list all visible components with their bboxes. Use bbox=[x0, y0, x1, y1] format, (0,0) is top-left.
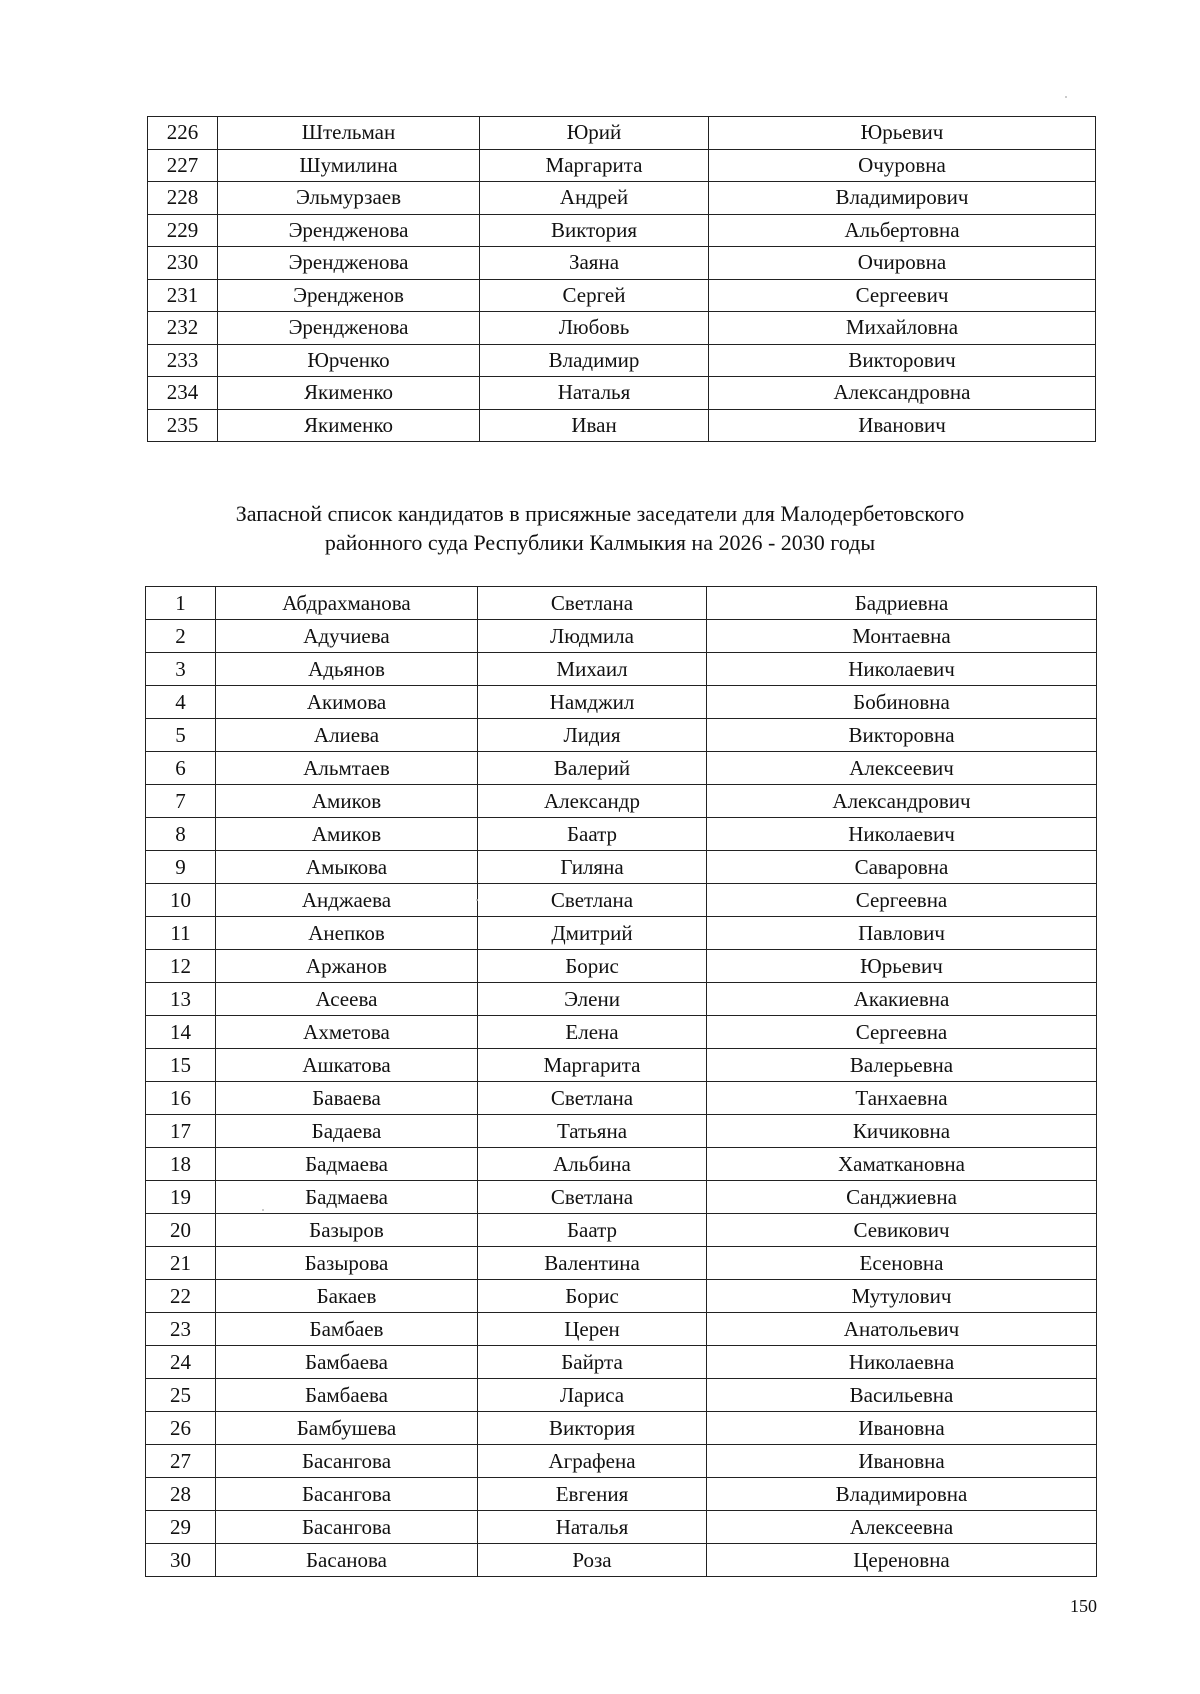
first-name-cell: Валентина bbox=[478, 1247, 707, 1280]
first-name-cell: Валерий bbox=[478, 752, 707, 785]
patronymic-cell: Викторовна bbox=[707, 719, 1097, 752]
patronymic-cell: Очуровна bbox=[709, 149, 1096, 182]
row-number-cell: 232 bbox=[148, 312, 218, 345]
scan-speck bbox=[262, 1209, 264, 1211]
last-name-cell: Басангова bbox=[216, 1478, 478, 1511]
last-name-cell: Анепков bbox=[216, 917, 478, 950]
table-row bbox=[146, 653, 1097, 686]
patronymic-cell: Бобиновна bbox=[707, 686, 1097, 719]
table-row bbox=[146, 1544, 1097, 1577]
row-number-cell: 12 bbox=[146, 950, 216, 983]
row-number-cell: 20 bbox=[146, 1214, 216, 1247]
last-name-cell: Бадмаева bbox=[216, 1181, 478, 1214]
table-row bbox=[146, 1181, 1097, 1214]
row-number-cell: 23 bbox=[146, 1313, 216, 1346]
row-number-cell: 234 bbox=[148, 377, 218, 410]
first-name-cell: Елена bbox=[478, 1016, 707, 1049]
row-number-cell: 5 bbox=[146, 719, 216, 752]
patronymic-cell: Есеновна bbox=[707, 1247, 1097, 1280]
first-name-cell: Байрта bbox=[478, 1346, 707, 1379]
patronymic-cell: Хаматкановна bbox=[707, 1148, 1097, 1181]
row-number-cell: 17 bbox=[146, 1115, 216, 1148]
patronymic-cell: Ивановна bbox=[707, 1445, 1097, 1478]
row-number-cell: 16 bbox=[146, 1082, 216, 1115]
last-name-cell: Бамбаева bbox=[216, 1346, 478, 1379]
reserve-heading-line-2: районного суда Республики Калмыкия на 2026 - 2030 годы bbox=[324, 529, 876, 555]
table-row bbox=[146, 1115, 1097, 1148]
first-name-cell: Наталья bbox=[480, 377, 709, 410]
last-name-cell: Эрендженов bbox=[218, 279, 480, 312]
table-row bbox=[148, 182, 1096, 215]
first-name-cell: Элени bbox=[478, 983, 707, 1016]
patronymic-cell: Цереновна bbox=[707, 1544, 1097, 1577]
patronymic-cell: Ивановна bbox=[707, 1412, 1097, 1445]
first-name-cell: Аграфена bbox=[478, 1445, 707, 1478]
last-name-cell: Адьянов bbox=[216, 653, 478, 686]
last-name-cell: Амиков bbox=[216, 785, 478, 818]
patronymic-cell: Саваровна bbox=[707, 851, 1097, 884]
last-name-cell: Якименко bbox=[218, 409, 480, 442]
last-name-cell: Баваева bbox=[216, 1082, 478, 1115]
first-name-cell: Лидия bbox=[478, 719, 707, 752]
row-number-cell: 3 bbox=[146, 653, 216, 686]
last-name-cell: Якименко bbox=[218, 377, 480, 410]
patronymic-cell: Павлович bbox=[707, 917, 1097, 950]
table-row bbox=[146, 587, 1097, 620]
table-row bbox=[146, 752, 1097, 785]
patronymic-cell: Танхаевна bbox=[707, 1082, 1097, 1115]
row-number-cell: 30 bbox=[146, 1544, 216, 1577]
row-number-cell: 7 bbox=[146, 785, 216, 818]
first-name-cell: Светлана bbox=[478, 1082, 707, 1115]
first-name-cell: Сергей bbox=[480, 279, 709, 312]
first-name-cell: Виктория bbox=[478, 1412, 707, 1445]
table-row bbox=[146, 1313, 1097, 1346]
table-row bbox=[146, 884, 1097, 917]
patronymic-cell: Александровна bbox=[709, 377, 1096, 410]
patronymic-cell: Севикович bbox=[707, 1214, 1097, 1247]
first-name-cell: Гиляна bbox=[478, 851, 707, 884]
row-number-cell: 13 bbox=[146, 983, 216, 1016]
patronymic-cell: Монтаевна bbox=[707, 620, 1097, 653]
first-name-cell: Светлана bbox=[478, 587, 707, 620]
first-name-cell: Светлана bbox=[478, 884, 707, 917]
first-name-cell: Дмитрий bbox=[478, 917, 707, 950]
row-number-cell: 235 bbox=[148, 409, 218, 442]
table-row bbox=[148, 409, 1096, 442]
last-name-cell: Бамбаев bbox=[216, 1313, 478, 1346]
table-row bbox=[146, 950, 1097, 983]
reserve-list-heading bbox=[150, 500, 1050, 557]
table-row bbox=[146, 1280, 1097, 1313]
candidate-table-reserve bbox=[145, 586, 1097, 1577]
patronymic-cell: Очировна bbox=[709, 247, 1096, 280]
patronymic-cell: Владимирович bbox=[709, 182, 1096, 215]
last-name-cell: Базырова bbox=[216, 1247, 478, 1280]
last-name-cell: Альмтаев bbox=[216, 752, 478, 785]
table-row bbox=[148, 149, 1096, 182]
last-name-cell: Базыров bbox=[216, 1214, 478, 1247]
row-number-cell: 230 bbox=[148, 247, 218, 280]
patronymic-cell: Мутулович bbox=[707, 1280, 1097, 1313]
last-name-cell: Шумилина bbox=[218, 149, 480, 182]
last-name-cell: Бакаев bbox=[216, 1280, 478, 1313]
table-row bbox=[148, 214, 1096, 247]
patronymic-cell: Михайловна bbox=[709, 312, 1096, 345]
first-name-cell: Любовь bbox=[480, 312, 709, 345]
row-number-cell: 227 bbox=[148, 149, 218, 182]
last-name-cell: Алиева bbox=[216, 719, 478, 752]
patronymic-cell: Кичиковна bbox=[707, 1115, 1097, 1148]
table-row bbox=[148, 344, 1096, 377]
first-name-cell: Юрий bbox=[480, 117, 709, 150]
table-row bbox=[146, 686, 1097, 719]
last-name-cell: Эрендженова bbox=[218, 214, 480, 247]
last-name-cell: Адучиева bbox=[216, 620, 478, 653]
row-number-cell: 26 bbox=[146, 1412, 216, 1445]
table-row bbox=[146, 1445, 1097, 1478]
table-row bbox=[146, 1016, 1097, 1049]
row-number-cell: 25 bbox=[146, 1379, 216, 1412]
last-name-cell: Бамбаева bbox=[216, 1379, 478, 1412]
row-number-cell: 231 bbox=[148, 279, 218, 312]
last-name-cell: Бамбушева bbox=[216, 1412, 478, 1445]
last-name-cell: Асеева bbox=[216, 983, 478, 1016]
table-row bbox=[146, 1511, 1097, 1544]
row-number-cell: 14 bbox=[146, 1016, 216, 1049]
row-number-cell: 11 bbox=[146, 917, 216, 950]
row-number-cell: 27 bbox=[146, 1445, 216, 1478]
reserve-heading-line-1: Запасной список кандидатов в присяжные заседатели для Малодербетовского bbox=[235, 501, 965, 526]
patronymic-cell: Васильевна bbox=[707, 1379, 1097, 1412]
first-name-cell: Баатр bbox=[478, 818, 707, 851]
last-name-cell: Бадмаева bbox=[216, 1148, 478, 1181]
patronymic-cell: Анатольевич bbox=[707, 1313, 1097, 1346]
first-name-cell: Александр bbox=[478, 785, 707, 818]
first-name-cell: Иван bbox=[480, 409, 709, 442]
first-name-cell: Людмила bbox=[478, 620, 707, 653]
last-name-cell: Ашкатова bbox=[216, 1049, 478, 1082]
first-name-cell: Владимир bbox=[480, 344, 709, 377]
first-name-cell: Маргарита bbox=[478, 1049, 707, 1082]
row-number-cell: 21 bbox=[146, 1247, 216, 1280]
row-number-cell: 228 bbox=[148, 182, 218, 215]
row-number-cell: 29 bbox=[146, 1511, 216, 1544]
table-row bbox=[146, 1346, 1097, 1379]
table-row bbox=[146, 1082, 1097, 1115]
last-name-cell: Эрендженова bbox=[218, 247, 480, 280]
last-name-cell: Бадаева bbox=[216, 1115, 478, 1148]
table-row bbox=[148, 279, 1096, 312]
patronymic-cell: Алексеевна bbox=[707, 1511, 1097, 1544]
last-name-cell: Амыкова bbox=[216, 851, 478, 884]
row-number-cell: 9 bbox=[146, 851, 216, 884]
patronymic-cell: Николаевич bbox=[707, 818, 1097, 851]
patronymic-cell: Викторович bbox=[709, 344, 1096, 377]
table-row bbox=[146, 1148, 1097, 1181]
patronymic-cell: Сергеевна bbox=[707, 884, 1097, 917]
last-name-cell: Аржанов bbox=[216, 950, 478, 983]
last-name-cell: Ахметова bbox=[216, 1016, 478, 1049]
last-name-cell: Анджаева bbox=[216, 884, 478, 917]
last-name-cell: Эрендженова bbox=[218, 312, 480, 345]
table-row bbox=[146, 1214, 1097, 1247]
patronymic-cell: Иванович bbox=[709, 409, 1096, 442]
table-row bbox=[146, 1478, 1097, 1511]
first-name-cell: Андрей bbox=[480, 182, 709, 215]
patronymic-cell: Сергеевна bbox=[707, 1016, 1097, 1049]
last-name-cell: Басанова bbox=[216, 1544, 478, 1577]
last-name-cell: Штельман bbox=[218, 117, 480, 150]
last-name-cell: Басангова bbox=[216, 1445, 478, 1478]
table-row bbox=[146, 1379, 1097, 1412]
patronymic-cell: Николаевич bbox=[707, 653, 1097, 686]
first-name-cell: Татьяна bbox=[478, 1115, 707, 1148]
last-name-cell: Абдрахманова bbox=[216, 587, 478, 620]
first-name-cell: Маргарита bbox=[480, 149, 709, 182]
patronymic-cell: Юрьевич bbox=[707, 950, 1097, 983]
table-row bbox=[146, 818, 1097, 851]
patronymic-cell: Юрьевич bbox=[709, 117, 1096, 150]
first-name-cell: Виктория bbox=[480, 214, 709, 247]
first-name-cell: Роза bbox=[478, 1544, 707, 1577]
row-number-cell: 6 bbox=[146, 752, 216, 785]
patronymic-cell: Валерьевна bbox=[707, 1049, 1097, 1082]
row-number-cell: 28 bbox=[146, 1478, 216, 1511]
table-row bbox=[148, 377, 1096, 410]
scan-speck bbox=[1065, 96, 1067, 98]
patronymic-cell: Альбертовна bbox=[709, 214, 1096, 247]
patronymic-cell: Бадриевна bbox=[707, 587, 1097, 620]
row-number-cell: 226 bbox=[148, 117, 218, 150]
patronymic-cell: Акакиевна bbox=[707, 983, 1097, 1016]
row-number-cell: 1 bbox=[146, 587, 216, 620]
row-number-cell: 10 bbox=[146, 884, 216, 917]
first-name-cell: Альбина bbox=[478, 1148, 707, 1181]
row-number-cell: 229 bbox=[148, 214, 218, 247]
patronymic-cell: Владимировна bbox=[707, 1478, 1097, 1511]
row-number-cell: 15 bbox=[146, 1049, 216, 1082]
patronymic-cell: Александрович bbox=[707, 785, 1097, 818]
patronymic-cell: Алексеевич bbox=[707, 752, 1097, 785]
row-number-cell: 2 bbox=[146, 620, 216, 653]
first-name-cell: Борис bbox=[478, 1280, 707, 1313]
patronymic-cell: Сергеевич bbox=[709, 279, 1096, 312]
last-name-cell: Акимова bbox=[216, 686, 478, 719]
row-number-cell: 233 bbox=[148, 344, 218, 377]
page-number: 150 bbox=[1070, 1596, 1097, 1616]
first-name-cell: Лариса bbox=[478, 1379, 707, 1412]
first-name-cell: Наталья bbox=[478, 1511, 707, 1544]
table-row bbox=[148, 117, 1096, 150]
table-row bbox=[148, 312, 1096, 345]
scan-speck bbox=[476, 899, 478, 901]
first-name-cell: Михаил bbox=[478, 653, 707, 686]
row-number-cell: 24 bbox=[146, 1346, 216, 1379]
first-name-cell: Заяна bbox=[480, 247, 709, 280]
table-row bbox=[146, 1412, 1097, 1445]
first-name-cell: Церен bbox=[478, 1313, 707, 1346]
table-row bbox=[146, 785, 1097, 818]
table-row bbox=[146, 719, 1097, 752]
table-row bbox=[148, 247, 1096, 280]
table-row bbox=[146, 620, 1097, 653]
patronymic-cell: Санджиевна bbox=[707, 1181, 1097, 1214]
candidate-table-main bbox=[147, 116, 1096, 442]
table-row bbox=[146, 917, 1097, 950]
table-row bbox=[146, 851, 1097, 884]
first-name-cell: Светлана bbox=[478, 1181, 707, 1214]
first-name-cell: Баатр bbox=[478, 1214, 707, 1247]
first-name-cell: Евгения bbox=[478, 1478, 707, 1511]
first-name-cell: Борис bbox=[478, 950, 707, 983]
row-number-cell: 18 bbox=[146, 1148, 216, 1181]
last-name-cell: Юрченко bbox=[218, 344, 480, 377]
last-name-cell: Басангова bbox=[216, 1511, 478, 1544]
patronymic-cell: Николаевна bbox=[707, 1346, 1097, 1379]
row-number-cell: 4 bbox=[146, 686, 216, 719]
last-name-cell: Эльмурзаев bbox=[218, 182, 480, 215]
row-number-cell: 22 bbox=[146, 1280, 216, 1313]
row-number-cell: 19 bbox=[146, 1181, 216, 1214]
table-row bbox=[146, 1049, 1097, 1082]
table-row bbox=[146, 1247, 1097, 1280]
table-row bbox=[146, 983, 1097, 1016]
row-number-cell: 8 bbox=[146, 818, 216, 851]
first-name-cell: Намджил bbox=[478, 686, 707, 719]
last-name-cell: Амиков bbox=[216, 818, 478, 851]
